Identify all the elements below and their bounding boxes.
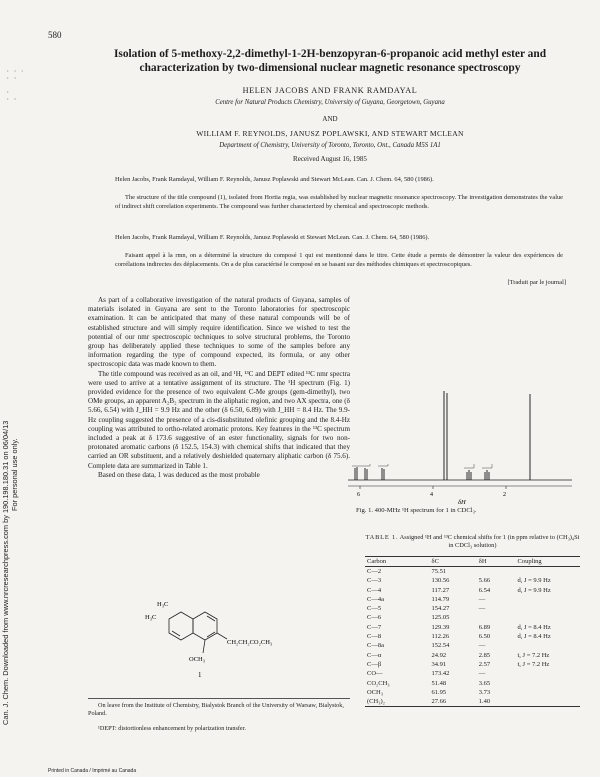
cell-carbon: C—β (367, 660, 382, 668)
cell-delta-h: — (478, 670, 486, 678)
cell-carbon: (CH₃)₂ (367, 698, 385, 706)
cell-coupling (515, 697, 580, 707)
received-date: Received August 16, 1985 (293, 155, 367, 163)
cell-carbon: C—8a (367, 642, 384, 650)
tick-label-4: 4 (430, 492, 433, 498)
header-coupling: Coupling (517, 558, 542, 565)
cell-coupling (515, 604, 580, 613)
cell-delta-h: 5.66 (478, 577, 491, 585)
cell-coupling: t, J = 7.2 Hz (517, 651, 550, 659)
footnote-1: On leave from the Institute of Chemistry, Bialystok Branch of the University of Warsaw, Bialystok, Poland. (88, 698, 350, 718)
authors-group-2: WILLIAM F. REYNOLDS, JANUSZ POPLAWSKI, AND STEWART MCLEAN (196, 129, 464, 138)
cell-delta-h: 6.50 (478, 633, 491, 641)
citation-french: Helen Jacobs, Frank Ramdayal, William F. Reynolds, Janusz Poplawski et Stewart McLean. Can. J. Chem. 64, 580 (1986). (115, 234, 430, 241)
table-row (365, 660, 580, 669)
cell-delta-h (477, 613, 516, 622)
cell-coupling (515, 669, 580, 678)
cell-delta-c: 51.48 (431, 679, 447, 687)
download-stamp-line-2: For personal use only. (9, 438, 19, 511)
table-row (365, 697, 580, 707)
side-chain-bond (217, 633, 227, 639)
cell-delta-c: 117.27 (431, 586, 450, 594)
cell-delta-h: 2.57 (478, 660, 491, 668)
download-stamp (2, 165, 28, 725)
cell-delta-c: 129.39 (431, 623, 450, 631)
label-h3c-left: H₃C (145, 614, 157, 621)
cell-delta-c: 130.56 (431, 577, 450, 585)
scan-marks: · · · · · · · · (6, 68, 25, 103)
affiliation-1: Centre for Natural Products Chemistry, University of Guyana, Georgetown, Guyana (215, 99, 445, 106)
cell-carbon: C—4 (367, 586, 382, 594)
cell-delta-h: — (478, 642, 486, 650)
authors-group-1: HELEN JACOBS AND FRANK RAMDAYAL (242, 86, 418, 95)
cell-coupling: d, J = 8.4 Hz (517, 633, 551, 641)
axis-label-delta-h: δH (458, 499, 466, 506)
chemical-shift-table (365, 556, 580, 707)
citation-english: Helen Jacobs, Frank Ramdayal, William F. Reynolds, Janusz Poplawski and Stewart McLean. Can. J. Chem. 64, 580 (1986). (115, 176, 434, 183)
cell-coupling (515, 688, 580, 697)
footnote-2: ¹DEPT: distortionless enhancement by polarization transfer. (98, 725, 246, 732)
cell-coupling: t, J = 7.2 Hz (517, 660, 550, 668)
cell-delta-h: 1.40 (478, 698, 491, 706)
cell-coupling: d, J = 9.9 Hz (517, 577, 551, 585)
body-paragraph-3: Based on these data, 1 was deduced as the most probable (98, 470, 260, 479)
structure-diagram (145, 597, 273, 685)
compound-number: 1 (198, 671, 202, 679)
cell-delta-c: 114.79 (431, 595, 450, 603)
cell-carbon: C—2 (367, 568, 382, 575)
integral (378, 464, 388, 466)
header-delta-c: δC (431, 558, 439, 565)
cell-delta-c: 61.95 (431, 688, 447, 696)
cell-delta-c: 112.26 (431, 633, 450, 641)
integral-traces (352, 464, 492, 468)
tick-label-6: 6 (357, 492, 360, 498)
table-caption-label: TABLE 1. (365, 534, 399, 541)
body-text-column (88, 296, 350, 480)
figure-caption: Fig. 1. 400-MHz ¹H spectrum for 1 in CDCl₃. (356, 507, 477, 514)
cell-delta-h: 3.73 (478, 688, 491, 696)
abstract-english: The structure of the title compound (1), isolated from Hortia regia, was established by nuclear magnetic resonance spectroscopy. The investigation demonstrates the value of indirect shift correlation experiments. The compound was further characterized by chemical and spectroscopic methods. (115, 194, 563, 210)
cell-delta-h: — (478, 595, 486, 603)
table-caption-text: Assigned ¹H and ¹³C chemical shifts for 1 (in ppm relative to (CH₃)₄Si in CDCl₃ solution) (399, 534, 580, 550)
table-row (365, 679, 580, 688)
article-title: Isolation of 5-methoxy-2,2-dimethyl-1-2H-benzopyran-6-propanoic acid methyl ester and characterization by two-dimensional nuclear magnetic resonance spectroscopy (113, 48, 547, 74)
label-och3: OCH₃ (189, 656, 205, 663)
cell-delta-c: 75.51 (431, 568, 447, 575)
label-h3c-top: H₃C (157, 601, 169, 608)
table-row (365, 641, 580, 650)
cell-carbon: C—5 (367, 605, 382, 613)
cell-coupling (515, 641, 580, 650)
cell-delta-c: 34.91 (431, 660, 447, 668)
cell-carbon: C—6 (367, 614, 382, 622)
tick-label-2: 2 (503, 492, 506, 498)
cell-coupling: d, J = 9.9 Hz (517, 586, 551, 594)
cell-delta-c: 27.66 (431, 698, 447, 706)
integral (482, 464, 492, 468)
cell-delta-c: 125.05 (431, 614, 450, 622)
benzene-ring (193, 612, 217, 640)
integral (352, 464, 370, 466)
page-number: 580 (48, 30, 62, 40)
cell-carbon: OCH₃ (367, 688, 383, 696)
cell-delta-c: 24.92 (431, 651, 447, 659)
table-caption (365, 534, 580, 550)
abstract-french: Faisant appel à la rmn, on a déterminé la structure du composé 1 qui est mentionné dans le titre. Cette étude a permis de démontrer la valeur des expériences de corrélations indirectes des déplacements. On a de plus caractérisé le composé en se basant sur des méthodes chimiques et spectroscopiques. (115, 252, 563, 268)
cell-carbon: C—8 (367, 633, 382, 641)
cell-delta-h: 6.89 (478, 623, 491, 631)
cell-delta-h: 3.65 (478, 679, 491, 687)
table-row (365, 613, 580, 622)
label-side-chain: CH₂CH₂CO₂CH₃ (227, 639, 273, 646)
cell-coupling (515, 567, 580, 577)
cell-coupling (515, 613, 580, 622)
cell-coupling (515, 595, 580, 604)
table-row (365, 567, 580, 577)
cell-carbon: CO— (367, 670, 383, 678)
cell-carbon: CO₂CH₃ (367, 679, 390, 687)
download-stamp-line-1: Can. J. Chem. Downloaded from www.nrcresearchpress.com by 190.198.180.31 on 06/04/13 (1, 420, 10, 725)
cell-delta-c: 173.42 (431, 670, 450, 678)
cell-carbon: C—4a (367, 595, 384, 603)
table-row (365, 632, 580, 641)
table-header-row (365, 557, 580, 567)
cell-delta-h: 6.54 (478, 586, 491, 594)
cell-coupling (515, 679, 580, 688)
spectrum-peaks (355, 391, 530, 480)
table-row (365, 623, 580, 632)
and-separator: AND (322, 115, 338, 123)
table-row (365, 651, 580, 660)
nmr-spectrum-figure (340, 388, 580, 508)
table-row (365, 586, 580, 595)
cell-coupling: d, J = 8.4 Hz (517, 623, 551, 631)
translation-note: [Traduit par le journal] (507, 279, 566, 286)
table-row (365, 576, 580, 585)
header-carbon: Carbon (367, 558, 387, 565)
affiliation-2: Department of Chemistry, University of Toronto, Toronto, Ont., Canada M5S 1A1 (219, 142, 441, 149)
cell-delta-h: — (478, 605, 486, 613)
table-row (365, 669, 580, 678)
body-paragraph-1: As part of a collaborative investigation of the natural products of Guyana, samples of materials isolated in Guyana are sent to the Toronto laboratories for spectroscopic examination. It can be anticipated that many of these natural compounds will be of established structure and will simply require identification. Since we wished to test the potential of our nmr spectroscopic techniques to solve structural problems, the Toronto group has deliberately applied these techniques to some of the samples before any information regarding the type of compound expected, its formula, or any other spectroscopic data was made known to them. (88, 296, 350, 369)
cell-delta-c: 154.27 (431, 605, 450, 613)
cell-delta-h: 2.85 (478, 651, 491, 659)
cell-carbon: C—3 (367, 577, 382, 585)
integral (464, 464, 474, 468)
pyran-ring (169, 612, 193, 640)
table-row (365, 604, 580, 613)
printed-in: Printed in Canada / Imprimé au Canada (48, 768, 137, 774)
body-paragraph-2: The title compound was received as an oil, and ¹H, ¹³C and DEPT edited ¹³C nmr spectra were used to arrive at a tentative assignment of its structure. The ¹H spectrum (Fig. 1) provided evidence for the presence of two equivalent C-Me groups (gem-dimethyl), two OMe groups, an apparent A₂B₂ spectrum in the aliphatic region, and two AX spectra, one (δ 5.66, 6.54) with J_HH = 9.9 Hz and the other (δ 6.50, 6.89) with J_HH = 8.4 Hz. The 9.9-Hz coupling suggested the presence of a cis-disubstituted olefinic grouping and the 8.4-Hz coupling was attributed to ortho-related aromatic protons. Key features in the ¹³C spectrum included a peak at δ 173.6 suggestive of an ester functionality, signals for two non-protonated aromatic carbons (δ 152.5, 154.3) with chemical shifts that indicated that they carried an OR substituent, and a relatively deshielded quaternary aliphatic carbon (δ 75.6). Complete data are summarized in Table 1. (88, 369, 350, 470)
cell-delta-h (477, 567, 516, 577)
table-row (365, 595, 580, 604)
methoxy-bond (203, 640, 205, 653)
cell-carbon: C—α (367, 651, 382, 659)
header-delta-h: δH (478, 558, 487, 565)
table-row (365, 688, 580, 697)
cell-delta-c: 152.54 (431, 642, 450, 650)
cell-carbon: C—7 (367, 623, 382, 631)
